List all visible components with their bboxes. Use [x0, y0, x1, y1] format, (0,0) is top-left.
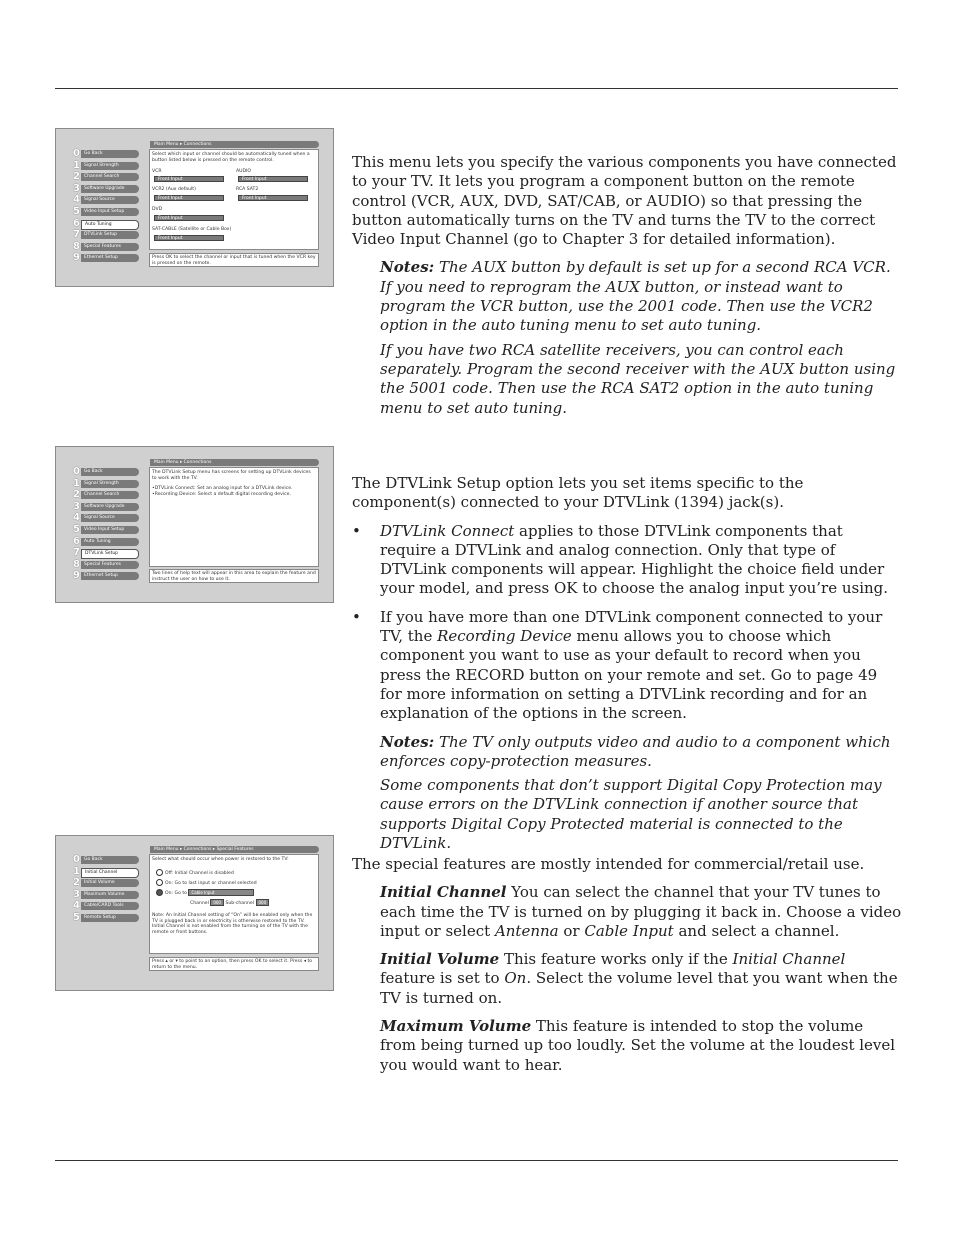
radio-selected-icon — [156, 889, 163, 896]
channel-field[interactable]: 000 — [210, 899, 224, 906]
audio-field[interactable]: Front Input — [238, 176, 308, 182]
radio-icon — [156, 879, 163, 886]
menu-item[interactable]: 3 Software Upgrade — [73, 502, 139, 512]
intro-text: The DTVLink Setup menu has screens for setting up DTVLink devices to work with the TV. — [152, 470, 311, 481]
special-intro: The special features are mostly intended for commercial/retail use. — [352, 855, 865, 873]
menu-item[interactable]: 4 Signal Source — [73, 513, 139, 523]
special-section — [352, 855, 902, 1075]
vcr-field[interactable]: Front Input — [154, 176, 224, 182]
menu-item[interactable]: 4 Cable/CARD Tools — [73, 901, 139, 911]
menu-item[interactable]: 5 Remote Setup — [73, 913, 139, 923]
dvd-field[interactable]: Front Input — [154, 215, 224, 221]
dtvlink-note2: Some components that don’t support Digital Copy Protection may cause errors on the DTVLink connection if another source that supports Digital Copy Protected material is connected to the DTVLink. — [380, 776, 882, 853]
note-text: Note: An Initial Channel setting of “On” will be enabled only when the TV is plugged back in or electricity is otherwise restored to the TV. Initial Channel is not enabled from the turning on of the TV with the remote or front buttons. — [152, 913, 313, 935]
field-label: VCR — [152, 169, 162, 174]
subchannel-field[interactable]: 000 — [256, 899, 270, 906]
radio-icon — [156, 869, 163, 876]
menu-item[interactable]: 6 Auto Tuning — [73, 537, 139, 547]
field-label: SAT-CABLE (Satellite or Cable Box) — [152, 227, 232, 232]
option-off[interactable]: Off: Initial Channel is disabled — [156, 869, 234, 877]
menu-item[interactable]: 9 Ethernet Setup — [73, 571, 139, 581]
connections-note2: If you have two RCA satellite receivers, you can control each separately. Program the second receiver with the AUX button using the 5001 code. Then use the RCA SAT2 option in the auto tuning menu to set auto tuning. — [380, 340, 896, 417]
breadcrumb: Main Menu ▸ Connections ▸ Special Features — [150, 846, 319, 853]
field-label: RCA SAT2 — [236, 187, 259, 192]
menu-item[interactable]: 2 Channel Search — [73, 490, 139, 500]
menu-item[interactable]: 5 Video Input Setup — [73, 207, 139, 217]
connections-intro: This menu lets you specify the various components you have connected to your TV. It lets you program a component button on the remote control (VCR, AUX, DVD, SAT/CAB, or AUDIO) so that pressing the button automatically turns on the TV and turns the TV to the correct Video Input Channel (go to Chapter 3 for detailed information). — [352, 153, 897, 249]
vcr2-field[interactable]: Front Input — [154, 195, 224, 201]
dtvlink-connect-line: •DTVLink Connect: Set an analog input for a DTVLink device. — [152, 486, 293, 492]
side-menu — [73, 467, 139, 583]
help-text: Press ▴ or ▾ to point to an option, then press OK to select it. Press ◂ to return to the menu. — [149, 957, 319, 971]
option-last-input[interactable]: On: Go to last input or channel selected — [156, 879, 257, 887]
sat-cable-field[interactable]: Front Input — [154, 235, 224, 241]
dtvlink-bullet-connect: • DTVLink Connect applies to those DTVLink components that require a DTVLink and analog connection. Only that type of DTVLink components will appear. Highlight the choice field under your model, and press OK to choose the analog input you’re using. — [352, 521, 889, 598]
option-go-to[interactable]: On: Go to Cable Input — [156, 889, 254, 897]
maximum-volume-text: Maximum Volume This feature is intended to stop the volume from being turned up too loudly. Set the volume at the loudest level you would want to hear. — [380, 1017, 896, 1074]
menu-item[interactable]: 0 Go Back — [73, 467, 139, 477]
menu-item[interactable]: 7 DTVLink Setup — [73, 230, 139, 240]
menu-item[interactable]: 1 Signal Strength — [73, 161, 139, 171]
dtvlink-bullet-recording: • If you have more than one DTVLink component connected to your TV, the Recording Device menu allows you to choose which component you want to use as your default to record when you press the RECORD button on your remote and set. Go to page 49 for more information on setting a DTVLink recording and for an explanation of the options in the screen. — [352, 607, 883, 723]
rca-sat2-field[interactable]: Front Input — [238, 195, 308, 201]
menu-item-selected[interactable]: 1 Initial Channel — [73, 867, 139, 877]
connections-screenshot — [55, 128, 334, 287]
menu-item-selected[interactable]: 6 Auto Tuning — [73, 219, 139, 229]
menu-item[interactable]: 1 Signal Strength — [73, 479, 139, 489]
help-text: Two lines of help text will appear in this area to explain the feature and instruct the user on how to use it. — [149, 569, 319, 583]
menu-item[interactable]: 2 Initial Volume — [73, 878, 139, 888]
dtvlink-note1: Notes: The TV only outputs video and audio to a component which enforces copy-protection measures. — [380, 732, 891, 770]
connections-note1: Notes: The AUX button by default is set up for a second RCA VCR. If you need to reprogram the AUX button, or instead want to program the VCR button, use the 2001 code. Then use the VCR2 option in the auto tuning menu to set auto tuning. — [380, 258, 891, 335]
menu-item[interactable]: 8 Special Features — [73, 242, 139, 252]
menu-item-selected[interactable]: 7 DTVLink Setup — [73, 548, 139, 558]
channel-row: Channel 000 Sub-channel 000 — [190, 899, 269, 907]
help-text: Press OK to select the channel or input that is tuned when the VCR key is pressed on the remote. — [149, 253, 319, 267]
info-panel — [149, 467, 319, 567]
dtvlink-screenshot — [55, 446, 334, 603]
field-label: AUDIO — [236, 169, 252, 174]
options-panel — [149, 854, 319, 954]
breadcrumb: Main Menu ▸ Connections — [150, 141, 319, 148]
initial-volume-text: Initial Volume This feature works only if the Initial Channel feature is set to On. Select the volume level that you want when the TV is turned on. — [380, 950, 898, 1007]
menu-item[interactable]: 3 Maximum Volume — [73, 890, 139, 900]
special-features-screenshot — [55, 835, 334, 991]
side-menu — [73, 855, 139, 925]
menu-item[interactable]: 8 Special Features — [73, 560, 139, 570]
dtvlink-section — [352, 474, 902, 853]
menu-item[interactable]: 9 Ethernet Setup — [73, 253, 139, 263]
field-label: VCR2 (Aux default) — [152, 187, 196, 192]
recording-device-line: •Recording Device: Select a default digital recording device. — [152, 491, 291, 497]
menu-item[interactable]: 5 Video Input Setup — [73, 525, 139, 535]
dtvlink-intro: The DTVLink Setup option lets you set items specific to the component(s) connected to your DTVLink (1394) jack(s). — [352, 474, 804, 512]
top-rule — [55, 88, 898, 89]
field-label: DVD — [152, 207, 163, 212]
menu-item[interactable]: 2 Channel Search — [73, 172, 139, 182]
input-select-field[interactable]: Cable Input — [188, 889, 254, 896]
instruction-text: Select which input or channel should be automatically tuned when a button listed below is pressed on the remote control. — [152, 152, 310, 163]
menu-item[interactable]: 0 Go Back — [73, 149, 139, 159]
settings-panel — [149, 149, 319, 250]
bottom-rule — [55, 1160, 898, 1161]
menu-item[interactable]: 3 Software Upgrade — [73, 184, 139, 194]
initial-channel-text: Initial Channel You can select the channel that your TV tunes to each time the TV is turned on by plugging it back in. Choose a video input or select Antenna or Cable Input and select a channel. — [380, 883, 902, 940]
menu-item[interactable]: 0 Go Back — [73, 855, 139, 865]
breadcrumb: Main Menu ▸ Connections — [150, 459, 319, 466]
connections-section — [352, 153, 902, 418]
question-text: Select what should occur when power is restored to the TV: — [152, 857, 289, 862]
menu-item[interactable]: 4 Signal Source — [73, 195, 139, 205]
side-menu — [73, 149, 139, 265]
